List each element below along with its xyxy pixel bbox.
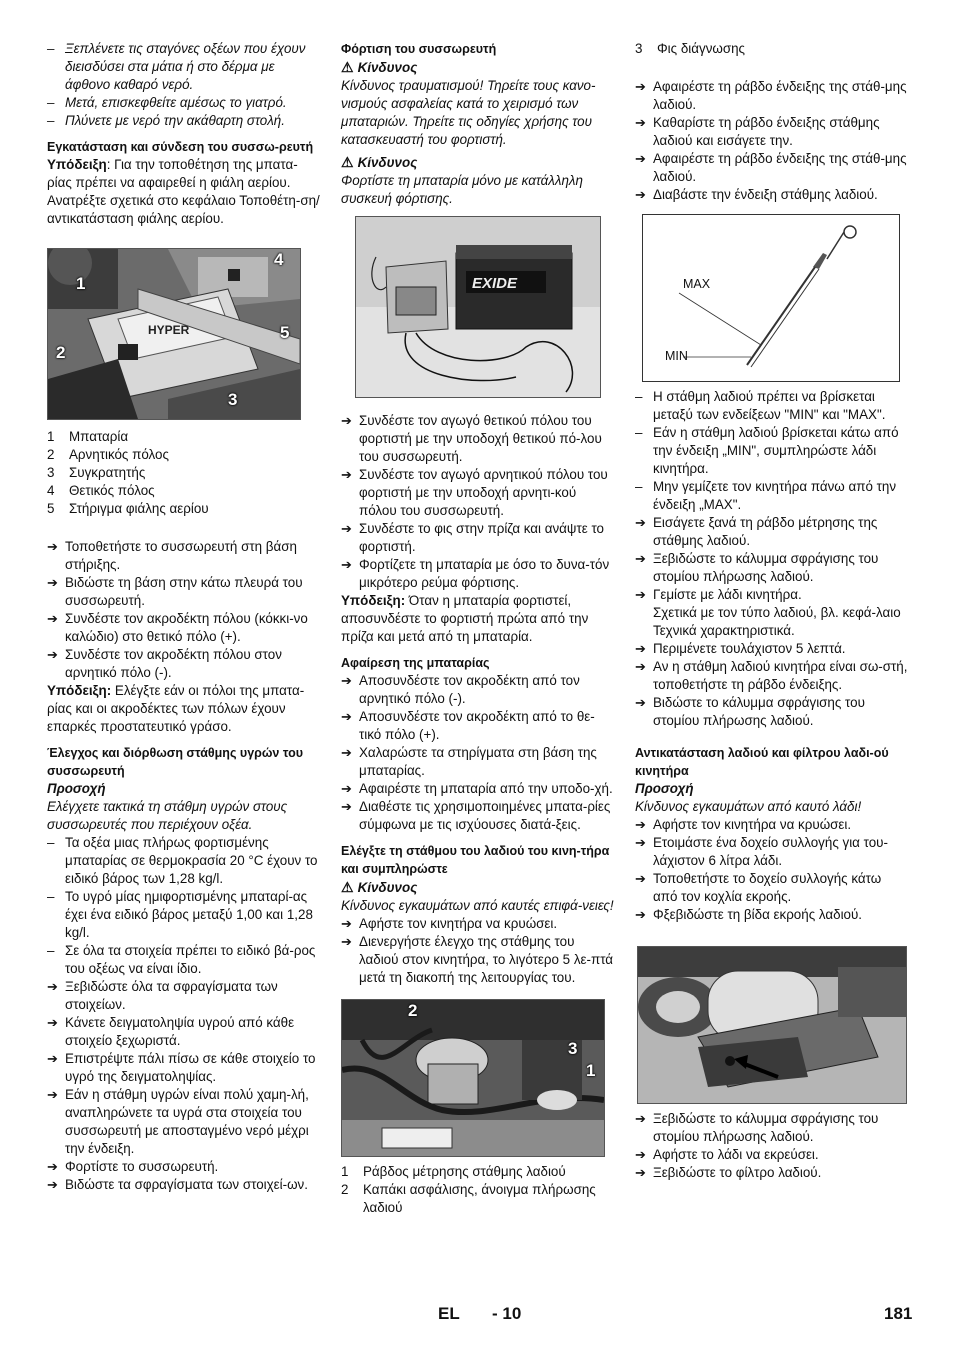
step-item: ➔ Ξεβιδώστε το φίλτρο λαδιού. — [635, 1165, 822, 1180]
oil-steps — [341, 915, 615, 987]
column-2 — [341, 40, 615, 1217]
callout-5: 5 — [280, 323, 290, 342]
charger-photo — [355, 216, 601, 398]
page-footer — [0, 1305, 954, 1329]
step-item: ➔ Ξεβιδώστε το κάλυμμα σφράγισης του στομίου πλήρωσης λαδιού. — [635, 551, 879, 584]
step-item: ➔ Ετοιμάστε ένα δοχείο συλλογής για του-λάχιστον 6 λίτρα λάδι. — [635, 835, 888, 868]
section-heading-install: Εγκατάσταση και σύνδεση του συσσω-ρευτή — [47, 140, 314, 154]
oil-level-notes — [635, 388, 909, 514]
acid-first-aid-list — [47, 40, 321, 130]
warning-icon: ⚠ — [341, 59, 354, 75]
danger-text: Κίνδυνος εγκαυμάτων από καυτές επιφά-νειες! — [341, 898, 614, 913]
dash-item: – Μετά, επισκεφθείτε αμέσως το γιατρό. — [47, 95, 287, 110]
poles-note: Υπόδειξη: Ελέγξτε εάν οι πόλοι της μπατα-ρίας και οι ακροδέκτες των πόλων έχουν επαρκές προστατευτικό γράσο. — [47, 683, 305, 734]
step-item: ➔ Αφήστε τον κινητήρα να κρυώσει. — [635, 817, 852, 832]
local-page-number: - 10 — [492, 1304, 522, 1323]
dash-item: – Ξεπλένετε τις σταγόνες οξέων που έχουν διεισδύσει στα μάτια ή στο δέρμα με άφθονο καθαρό νερό. — [47, 41, 306, 92]
section-heading-fluid: Έλεγχος και διόρθωση στάθμης υγρών του συσσωρευτή — [47, 746, 303, 778]
install-note: Υπόδειξη: Για την τοποθέτηση της μπατα-ρίας πρέπει να αφαιρεθεί η φιάλη αερίου. Ανατρέξτε σχετικά στο κεφάλαιο Τοποθέτη-ση/αντικατάσταση φιάλης αερίου. — [47, 157, 320, 226]
battery-legend — [47, 428, 321, 518]
charger-photo-graphic — [356, 217, 600, 397]
dash-item: – Εάν η στάθμη λαδιού βρίσκεται κάτω από την ένδειξη „MIN", συμπληρώστε λάδι κινητήρα. — [635, 425, 899, 476]
step-item: ➔ Ξεβιδώστε το κάλυμμα σφράγισης του στομίου πλήρωσης λαδιού. — [635, 1111, 879, 1144]
step-item: ➔ Περιμένετε τουλάχιστον 5 λεπτά. — [635, 641, 846, 656]
section-heading-charge: Φόρτιση του συσσωρευτή — [341, 42, 497, 56]
step-item: ➔ Αν η στάθμη λαδιού κινητήρα είναι σω-στή, τοποθετήστε τη ράβδο ένδειξης. — [635, 659, 908, 692]
legend-item: 2 Αρνητικός πόλος — [47, 447, 169, 462]
callout-3: 3 — [568, 1039, 578, 1058]
engine-legend — [341, 1163, 615, 1217]
step-item: ➔ Ξεβιδώστε όλα τα σφραγίσματα των στοιχείων. — [47, 979, 278, 1012]
engine-photo-graphic — [342, 1000, 604, 1156]
exide-logo-text: EXIDE — [472, 275, 518, 292]
callout-1: 1 — [586, 1061, 596, 1080]
oil-change-steps — [635, 816, 909, 924]
caution-label: Προσοχή — [47, 781, 106, 796]
step-item: ➔ Εισάγετε ξανά τη ράβδο μέτρησης της στάθμης λαδιού. — [635, 515, 878, 548]
danger-label: ⚠ Κίνδυνος — [341, 154, 418, 170]
remove-steps — [341, 672, 615, 834]
danger-text: Φορτίστε τη μπαταρία μόνο με κατάλληλη συσκευή φόρτισης. — [341, 173, 583, 206]
svg-text:HYPER: HYPER — [148, 323, 190, 337]
legend-item: 5 Στήριγμα φιάλης αερίου — [47, 501, 209, 516]
page-number: 181 — [884, 1304, 913, 1323]
step-item: ➔ Αφαιρέστε τη μπαταρία από την υποδο-χή. — [341, 781, 613, 796]
callout-4: 4 — [274, 250, 284, 269]
step-item: ➔ Διαθέστε τις χρησιμοποιημένες μπατα-ρίες σύμφωνα με τις ισχύουσες διατά-ξεις. — [341, 799, 611, 832]
dash-item: – Σε όλα τα στοιχεία πρέπει το ειδικό βά-ρος του οξέως να είναι ίδιο. — [47, 943, 316, 976]
step-item: ➔ Κάνετε δειγματοληψία υγρού από κάθε στοιχείο ξεχωριστά. — [47, 1015, 295, 1048]
step-item: ➔ Χαλαρώστε τα στηρίγματα στη βάση της μπαταρίας. — [341, 745, 597, 778]
engine-oil-photo — [341, 999, 605, 1157]
dipstick-diagram — [642, 214, 900, 382]
dash-item: – Το υγρό μίας ημιφορτισμένης μπαταρί-ας έχει ένα ειδικό βάρος μεταξύ 1,00 και 1,28 kg/l. — [47, 889, 313, 940]
step-item: ➔ Διαβάστε την ένδειξη στάθμης λαδιού. — [635, 187, 878, 202]
charge-note: Υπόδειξη: Όταν η μπαταρία φορτιστεί, αποσυνδέστε το φορτιστή πρώτα από την πρίζα και μετά από τη μπαταρία. — [341, 593, 589, 644]
column-3 — [635, 40, 909, 1182]
warning-icon: ⚠ — [341, 154, 354, 170]
step-item: ➔ Συνδέστε τον αγωγό αρνητικού πόλου του φορτιστή με την υποδοχή αρνητι-κού πόλου του συσσωρευτή. — [341, 467, 608, 518]
legend-item: 1 Μπαταρία — [47, 429, 129, 444]
legend-item: 1 Ράβδος μέτρησης στάθμης λαδιού — [341, 1164, 566, 1179]
step-item: ➔ Επιστρέψτε πάλι πίσω σε κάθε στοιχείο το υγρό της δειγματοληψίας. — [47, 1051, 316, 1084]
dash-item: – Η στάθμη λαδιού πρέπει να βρίσκεται μεταξύ των ενδείξεων "MIN" και "MAX". — [635, 389, 886, 422]
step-item: ➔ Συνδέστε το φις στην πρίζα και ανάψτε το φορτιστή. — [341, 521, 604, 554]
drain-plug-photo — [637, 946, 907, 1104]
dipstick-steps — [635, 78, 909, 204]
callout-2: 2 — [408, 1001, 418, 1020]
step-item: ➔ Τοποθετήστε το δοχείο συλλογής κάτω από τον κοχλία εκροής. — [635, 871, 882, 904]
step-item: ➔ Συνδέστε τον ακροδέκτη πόλου (κόκκι-νο καλώδιο) στο θετικό πόλο (+). — [47, 611, 308, 644]
step-item: ➔ Φορτίστε το συσσωρευτή. — [47, 1159, 219, 1174]
callout-1: 1 — [76, 274, 86, 293]
legend-item: 2 Καπάκι ασφάλισης, άνοιγμα πλήρωσης λαδιού — [341, 1182, 596, 1215]
max-label: MAX — [683, 277, 711, 291]
step-item: ➔ Αποσυνδέστε τον ακροδέκτη από το θε-τικό πόλο (+). — [341, 709, 595, 742]
dash-item: – Πλύνετε με νερό την ακάθαρτη στολή. — [47, 113, 285, 128]
step-item: ➔ Συνδέστε τον ακροδέκτη πόλου στον αρνητικό πόλο (-). — [47, 647, 282, 680]
callout-3: 3 — [228, 390, 238, 409]
drain-photo-graphic — [638, 947, 906, 1103]
step-item: ➔ Αφήστε τον κινητήρα να κρυώσει. — [341, 916, 558, 931]
battery-photo-graphic — [48, 249, 300, 419]
warning-icon: ⚠ — [341, 879, 354, 895]
step-item: ➔ Τοποθετήστε το συσσωρευτή στη βάση στήριξης. — [47, 539, 297, 572]
step-item: ➔ Εάν η στάθμη υγρών είναι πολύ χαμη-λή, αναπληρώνετε τα υγρά στα στοιχεία του συσσωρευτή με αποσταγμένο νερό μέχρι την ένδειξη. — [47, 1087, 309, 1156]
refill-steps — [635, 514, 909, 730]
legend-item: 4 Θετικός πόλος — [47, 483, 155, 498]
charge-steps — [341, 412, 615, 592]
oil-change-steps-2 — [635, 1110, 909, 1182]
step-item: ➔ Φορτίζετε τη μπαταρία με όσο το δυνα-τόν μικρότερο ρεύμα φόρτισης. — [341, 557, 610, 590]
callout-2: 2 — [56, 343, 66, 362]
danger-label: ⚠ Κίνδυνος — [341, 59, 418, 75]
battery-installation-photo — [47, 248, 301, 420]
fluid-facts — [47, 834, 321, 978]
step-item: ➔ Αφήστε το λάδι να εκρεύσει. — [635, 1147, 819, 1162]
danger-label: ⚠ Κίνδυνος — [341, 879, 418, 895]
dash-item: – Μην γεμίζετε τον κινητήρα πάνω από την ένδειξη „MAX". — [635, 479, 897, 512]
section-heading-oil-check: Ελέγξτε τη στάθμου του λαδιού του κινη-τήρα και συμπληρώστε — [341, 844, 610, 876]
column-1 — [47, 40, 321, 1194]
section-heading-oil-change: Αντικατάσταση λαδιού και φίλτρου λαδι-ού κινητήρα — [635, 746, 889, 778]
step-item: ➔ Βιδώστε το κάλυμμα σφράγισης του στομίου πλήρωσης λαδιού. — [635, 695, 865, 728]
step-item: ➔ Βιδώστε τα σφραγίσματα των στοιχεί-ων. — [47, 1177, 308, 1192]
step-item: ➔ Φξεβιδώστε τη βίδα εκροής λαδιού. — [635, 907, 863, 922]
step-item: ➔ Γεμίστε με λάδι κινητήρα. — [635, 587, 802, 602]
danger-text: Κίνδυνος τραυματισμού! Τηρείτε τους κανο-νισμούς ασφαλείας κατά το χειρισμό των μπαταριών. Τηρείτε τις οδηγίες χρήσης του κατασκευαστή του φορτιστή. — [341, 78, 596, 147]
step-item: ➔ Αποσυνδέστε τον ακροδέκτη από τον αρνητικό πόλο (-). — [341, 673, 580, 706]
fluid-steps — [47, 978, 321, 1194]
section-heading-remove: Αφαίρεση της μπαταρίας — [341, 656, 490, 670]
caution-label: Προσοχή — [635, 781, 694, 796]
legend-item: 3 Φις διάγνωσης — [635, 41, 746, 56]
language-code: EL — [438, 1304, 460, 1323]
step-item: ➔ Καθαρίστε τη ράβδο ένδειξης στάθμης λαδιού και εισάγετε την. — [635, 115, 880, 148]
caution-text: Κίνδυνος εγκαυμάτων από καυτό λάδι! — [635, 799, 862, 814]
step-item: ➔ Αφαιρέστε τη ράβδο ένδειξης της στάθ-μης λαδιού. — [635, 151, 907, 184]
step-item: ➔ Βιδώστε τη βάση στην κάτω πλευρά του συσσωρευτή. — [47, 575, 303, 608]
dash-item: – Τα οξέα μιας πλήρως φορτισμένης μπαταρίας σε θερμοκρασία 20 °C έχουν το ειδικό βάρος των 1,28 kg/l. — [47, 835, 318, 886]
min-label: MIN — [665, 349, 688, 363]
step-item: ➔ Συνδέστε τον αγωγό θετικού πόλου του φορτιστή με την υποδοχή θετικού πό-λου του συσσωρευτή. — [341, 413, 602, 464]
caution-text: Ελέγχετε τακτικά τη στάθμη υγρών στους συσσωρευτές που περιέχουν οξέα. — [47, 799, 288, 832]
install-steps — [47, 538, 321, 682]
step-item: ➔ Διενεργήστε έλεγχο της στάθμης του λαδιού στον κινητήρα, το λιγότερο 5 λε-πτά μετά τη διακοπή της λειτουργίας του. — [341, 934, 614, 985]
step-item: ➔ Αφαιρέστε τη ράβδο ένδειξης της στάθ-μης λαδιού. — [635, 79, 907, 112]
legend-item: 3 Συγκρατητής — [47, 465, 146, 480]
refill-substep: Σχετικά με τον τύπο λαδιού, βλ. κεφά-λαιο Τεχνικά χαρακτηριστικά. — [653, 605, 901, 638]
